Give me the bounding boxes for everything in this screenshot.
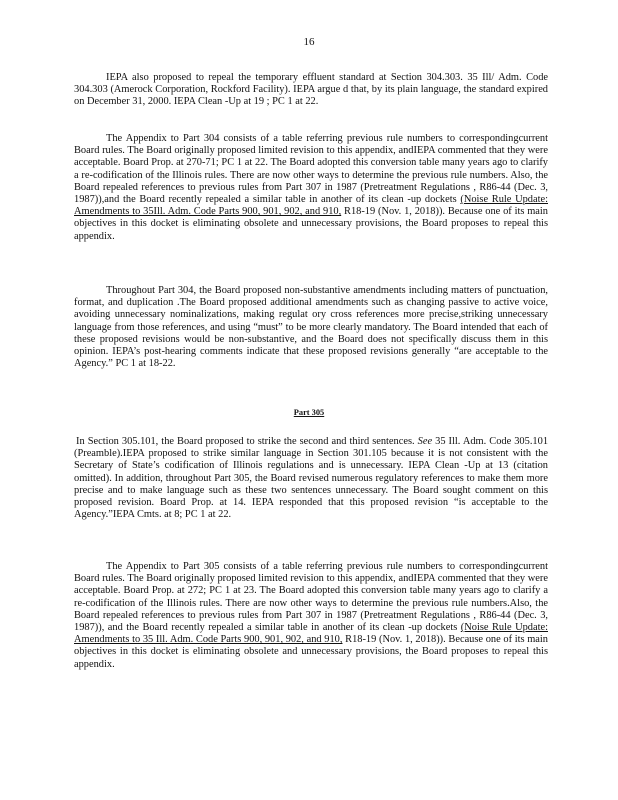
see-signal: See [417, 436, 433, 447]
paragraph-text [74, 561, 548, 671]
paragraph-section-304-303 [74, 72, 548, 109]
page-number: 16 [303, 36, 315, 48]
heading-text: Part 305 [293, 408, 325, 417]
paragraph-appendix-part-304 [74, 133, 548, 243]
paragraph-text [74, 436, 548, 521]
section-heading-part-305 [0, 407, 618, 419]
paragraph-section-305-101 [74, 436, 548, 521]
text-run: The Appendix to Part 304 consists of a table referring previous rule numbers to correspondingcurrent Board rules. The Board originally proposed limited revision to this appendix, andIEPA commented that they were acceptable. Board Prop. at 270-71; PC 1 at 22. The Board adopted this conversion table many years ago to clarify a re-codification of the Illinois rules. There are now other ways to determine the previous rule numbers. Also, the Board repealed references to previous rules from Part 307 in 1987 (Pretreatment Regulations , R86-44 (Dec. 3, 1987)),and the Board recently repealed a similar table in another of its clean -up dockets [74, 133, 548, 206]
text-run: In Section 305.101, the Board proposed to strike the second and third sentences. [76, 436, 418, 447]
noise-rule-citation: (Noise Rule Update: Amendments to 35 Ill. Adm. Code Parts 900, 901, 902, and 910, [74, 622, 548, 646]
text-run: R18-19 (Nov. 1, 2018)). Because one of its main objectives in this docket is eliminating obsolete and unnecessary provisions, the Board proposes to repeal this appendix. [74, 206, 548, 242]
paragraph-text: IEPA also proposed to repeal the temporary effluent standard at Section 304.303. 35 Ill/ Adm. Code 304.303 (Amerock Corporation, Rockford Facility). IEPA argue d that, by its plain language, the standard expired on December 31, 2000. IEPA Clean -Up at 19 ; PC 1 at 22. [74, 72, 548, 108]
paragraph-non-substantive-amendments [74, 285, 548, 370]
paragraph-appendix-part-305 [74, 561, 548, 671]
text-run: The Appendix to Part 305 consists of a table referring previous rule numbers to correspondingcurrent Board rules. The Board originally proposed limited revision to this appendix, andIEPA commented that they were acceptable. Board Prop. at 272; PC 1 at 23. The Board adopted this conversion table many years ago to clarify a re-codification of the Illinois rules. There are now other ways to determine the previous rule numbers.Also, the Board repealed references to previous rules from Part 307 in 1987 (Pretreatment Regulations , R86-44 (Dec. 3, 1987)), and the Board recently repealed a similar table in another of its clean -up dockets [74, 561, 548, 634]
text-run: R18-19 (Nov. 1, 2018)). Because one of its main objectives in this docket is eliminating obsolete and unnecessary provisions, the Board proposes to repeal this appendix. [74, 634, 549, 670]
noise-rule-citation: (Noise Rule Update: Amendments to 35Ill. Adm. Code Parts 900, 901, 902, and 910, [74, 194, 548, 218]
paragraph-text [74, 133, 548, 243]
paragraph-text: Throughout Part 304, the Board proposed non-substantive amendments including matters of punctuation, format, and duplication .The Board proposed additional amendments such as changing passive to active voice, avoiding unnecessary nominalizations, making regulat ory cross references more precise,striking unnecessary language from those references, and using “must” to be more clearly mandatory. The Board intended that each of these proposed revisions would be non-substantive, and the Board does not specifically discuss them in this opinion. IEPA’s post-hearing comments indicate that these proposed revisions generally “are acceptable to the Agency.” PC 1 at 18-22. [74, 285, 548, 370]
text-run: 35 Ill. Adm. Code 305.101 (Preamble).IEPA proposed to strike similar language in Section 301.105 because it is not consistent with the Secretary of State’s codification of Illinois regulations and is unnecessary. IEPA Clean -Up at 13 (citation omitted). In addition, throughout Part 305, the Board revised numerous regulatory references to make them more precise and to make language such as these two sentences unnecessary. The Board sought comment on this proposed revision. Board Prop. at 14. IEPA responded that this proposed revision “is acceptable to the Agency.”IEPA Cmts. at 8; PC 1 at 22. [74, 436, 549, 521]
